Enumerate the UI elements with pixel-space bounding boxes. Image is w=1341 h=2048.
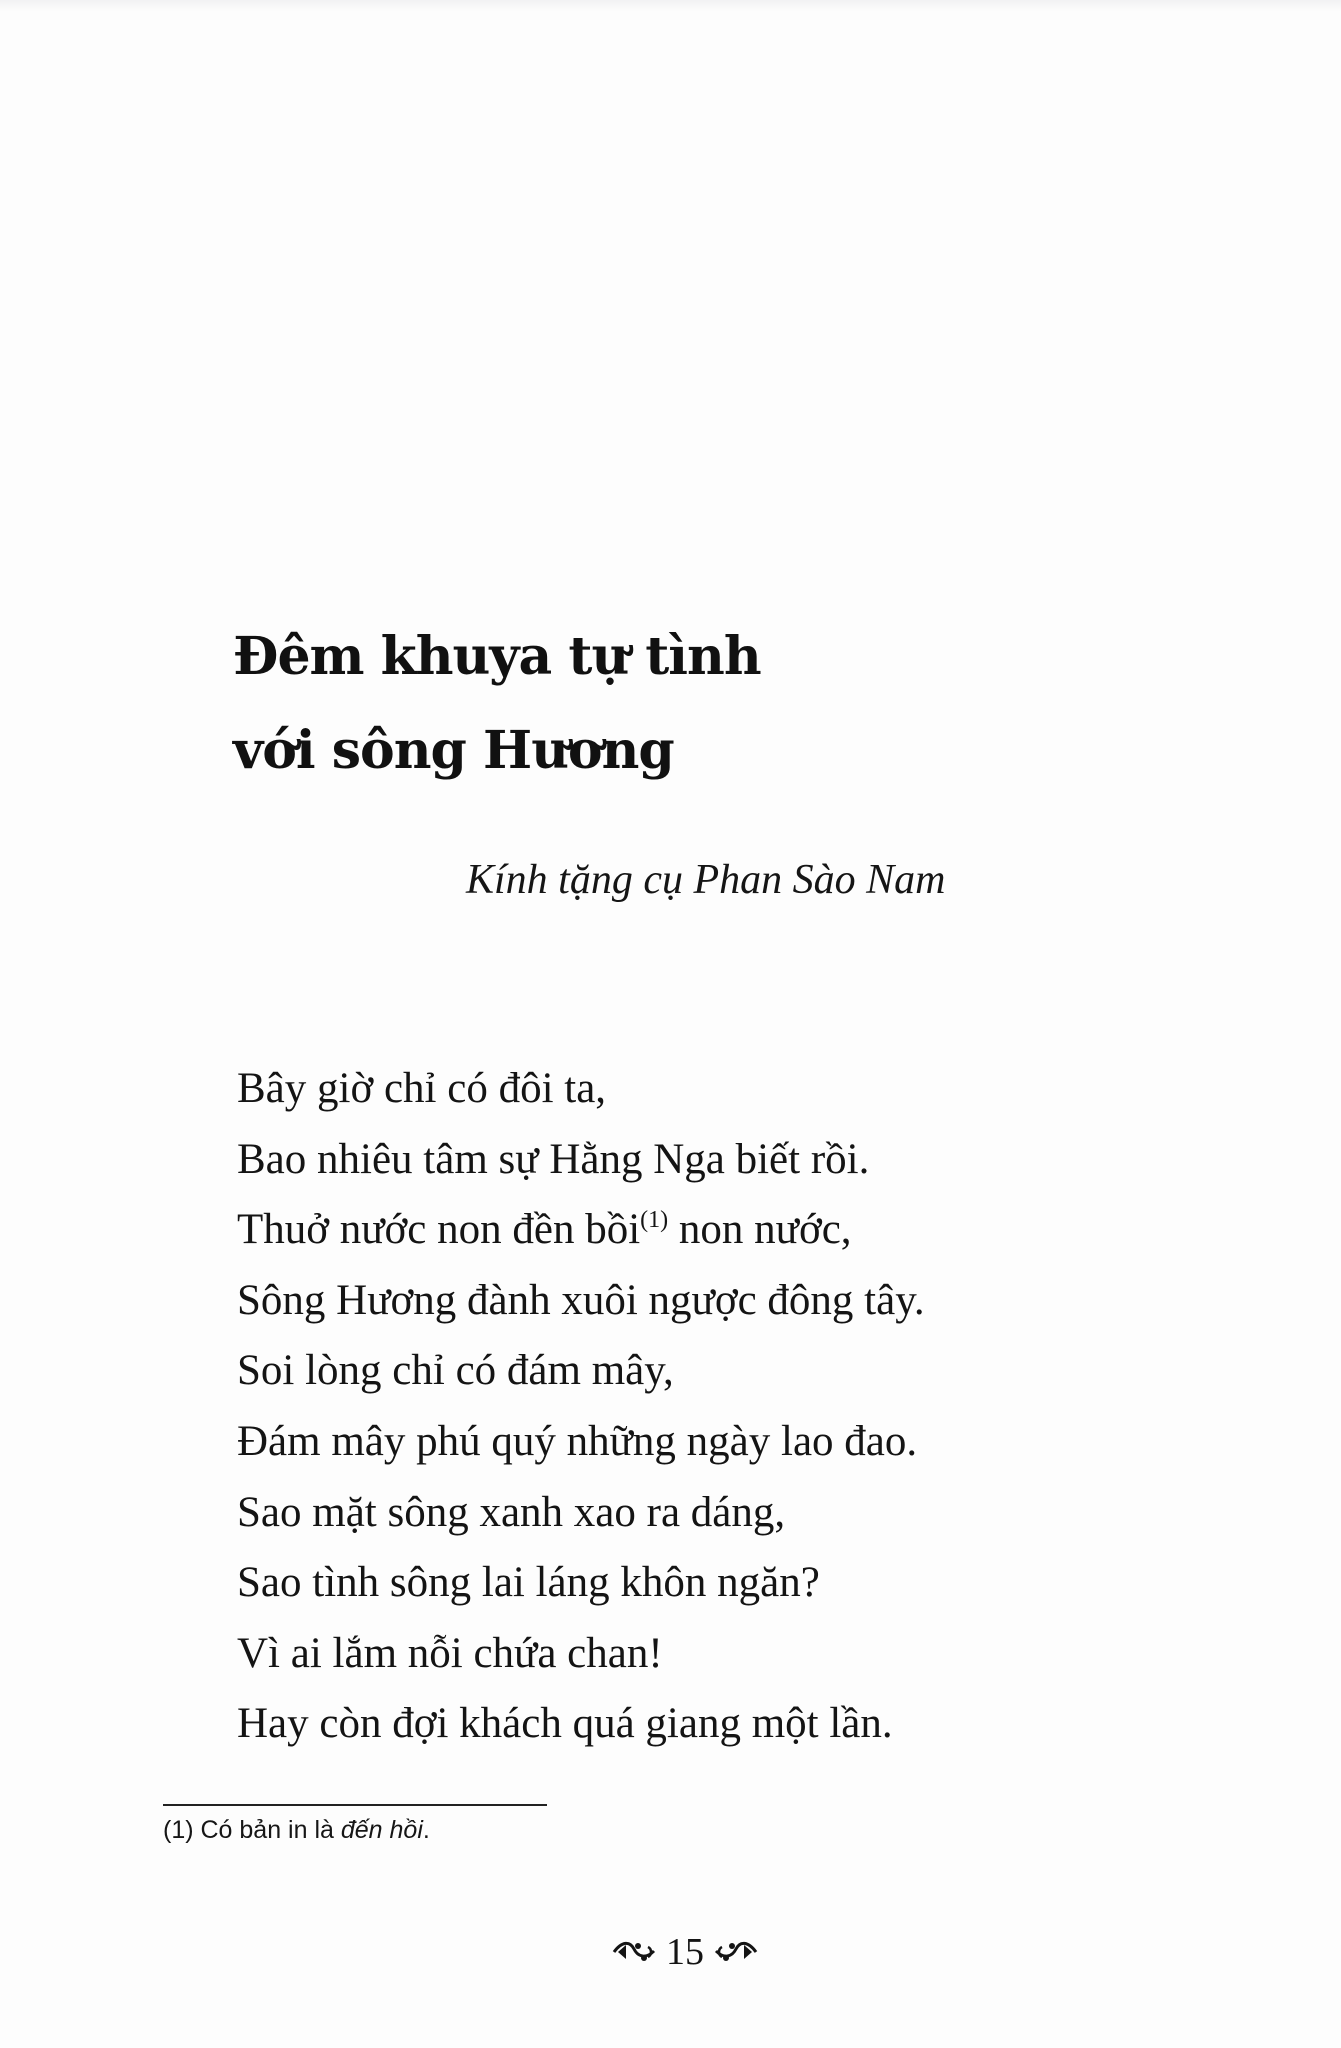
poem-title: [233, 610, 1133, 798]
poem-line: Soi lòng chỉ có đám mây,: [237, 1347, 674, 1395]
floral-flourish-right-icon: [714, 1937, 758, 1967]
footnote-divider: [163, 1804, 547, 1806]
floral-flourish-left-icon: [612, 1937, 656, 1967]
page-top-edge: [0, 0, 1341, 12]
dedication: Kính tặng cụ Phan Sào Nam: [466, 857, 946, 903]
poem-title-line-1: Đêm khuya tự tình: [233, 626, 761, 687]
poem-line-text: non nước,: [668, 1206, 852, 1254]
footnote-marker: (1): [640, 1207, 669, 1234]
page-footer: [600, 1922, 770, 1982]
poem-line: [237, 1195, 1137, 1266]
poem-line: Hay còn đợi khách quá giang một lần.: [237, 1700, 893, 1748]
poem-body: [237, 1054, 1137, 1760]
poem-line: Vì ai lắm nỗi chứa chan!: [237, 1629, 663, 1677]
poem-line-text: Thuở nước non đền bồi: [237, 1206, 641, 1254]
poem-title-line-2: với sông Hương: [233, 720, 674, 781]
footnote-prefix: (1) Có bản in là: [163, 1816, 341, 1844]
poem-line: Bây giờ chỉ có đôi ta,: [237, 1065, 607, 1112]
poem-line: Đám mây phú quý những ngày lao đao.: [237, 1417, 918, 1465]
footnote-emphasis: đến hồi: [340, 1816, 423, 1844]
poem-line: Bao nhiêu tâm sự Hằng Nga biết rồi.: [237, 1135, 870, 1183]
poem-line: Sao mặt sông xanh xao ra dáng,: [237, 1488, 786, 1536]
poem-line: Sông Hương đành xuôi ngược đông tây.: [237, 1276, 925, 1324]
poem-line: Sao tình sông lai láng khôn ngăn?: [237, 1559, 820, 1607]
footnote-suffix: .: [422, 1816, 430, 1844]
page-number: 15: [666, 1931, 704, 1973]
footnote: [163, 1816, 430, 1845]
